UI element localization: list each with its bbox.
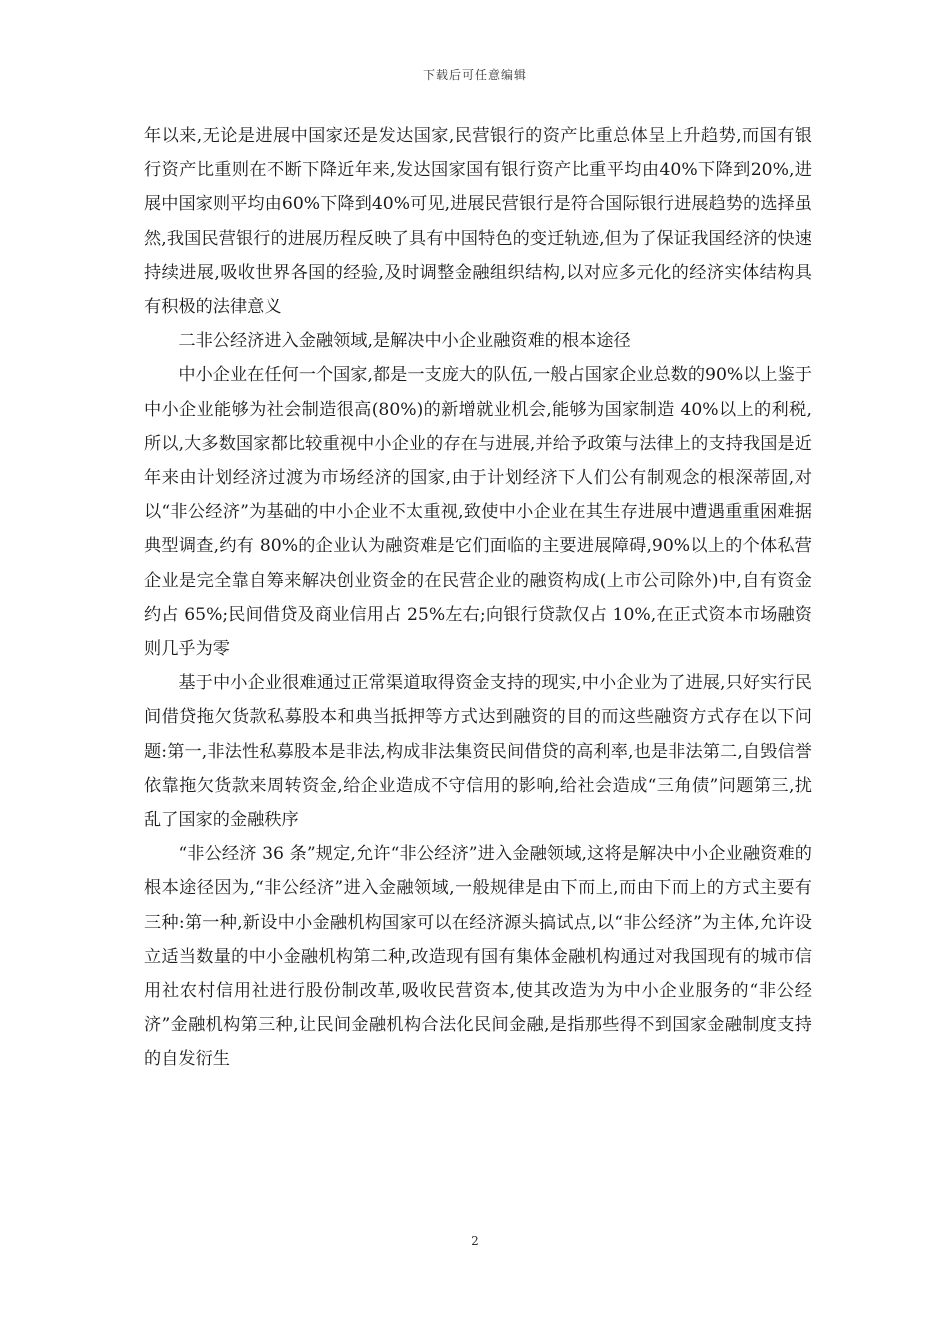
paragraph-2: 中小企业在任何一个国家,都是一支庞大的队伍,一般占国家企业总数的90%以上鉴于中小企业能够为社会制造很高(80%)的新增就业机会,能够为国家制造 40%以上的利税,所以,大多数国家都比较重视中小企业的存在与进展,并给予政策与法律上的支持我国是近年来由计划经济过渡为市场经济的国家,由于计划经济下人们公有制观念的根深蒂固,对以“非公经济”为基础的中小企业不太重视,致使中小企业在其生存进展中遭遇重重困难据典型调查,约有 80%的企业认为融资难是它们面临的主要进展障碍,90%以上的个体私营企业是完全靠自筹来解决创业资金的在民营企业的融资构成(上市公司除外)中,自有资金约占 65%;民间借贷及商业信用占 25%左右;向银行贷款仅占 10%,在正式资本市场融资则几乎为零: [144, 365, 812, 660]
page-number: 2: [471, 1234, 479, 1248]
paragraph-3: 基于中小企业很难通过正常渠道取得资金支持的现实,中小企业为了进展,只好实行民间借贷拖欠货款私募股本和典当抵押等方式达到融资的目的而这些融资方式存在以下问题:第一,非法性私募股本是非法,构成非法集资民间借贷的高利率,也是非法第二,自毁信誉依靠拖欠货款来周转资金,给企业造成不守信用的影响,给社会造成“三角债”问题第三,扰乱了国家的金融秩序: [144, 673, 812, 831]
document-body: [144, 119, 812, 1077]
section-heading: 二非公经济进入金融领域,是解决中小企业融资难的根本途径: [178, 331, 631, 352]
paragraph-4: “非公经济 36 条”规定,允许“非公经济”进入金融领域,这将是解决中小企业融资难的根本途径因为,“非公经济”进入金融领域,一般规律是由下而上,而由下而上的方式主要有三种:第一种,新设中小金融机构国家可以在经济源头搞试点,以“非公经济”为主体,允许设立适当数量的中小金融机构第二种,改造现有国有集体金融机构通过对我国现有的城市信用社农村信用社进行股份制改革,吸收民营资本,使其改造为为中小企业服务的“非公经济”金融机构第三种,让民间金融机构合法化民间金融,是指那些得不到国家金融制度支持的自发衍生: [144, 844, 812, 1070]
page-header: 下载后可任意编辑: [422, 68, 527, 82]
paragraph-1: 年以来,无论是进展中国家还是发达国家,民营银行的资产比重总体呈上升趋势,而国有银行资产比重则在不断下降近年来,发达国家国有银行资产比重平均由40%下降到20%,进展中国家则平均由60%下降到40%可见,进展民营银行是符合国际银行进展趋势的选择虽然,我国民营银行的进展历程反映了具有中国特色的变迁轨迹,但为了保证我国经济的快速持续进展,吸收世界各国的经验,及时调整金融组织结构,以对应多元化的经济实体结构具有积极的法律意义: [144, 126, 812, 318]
